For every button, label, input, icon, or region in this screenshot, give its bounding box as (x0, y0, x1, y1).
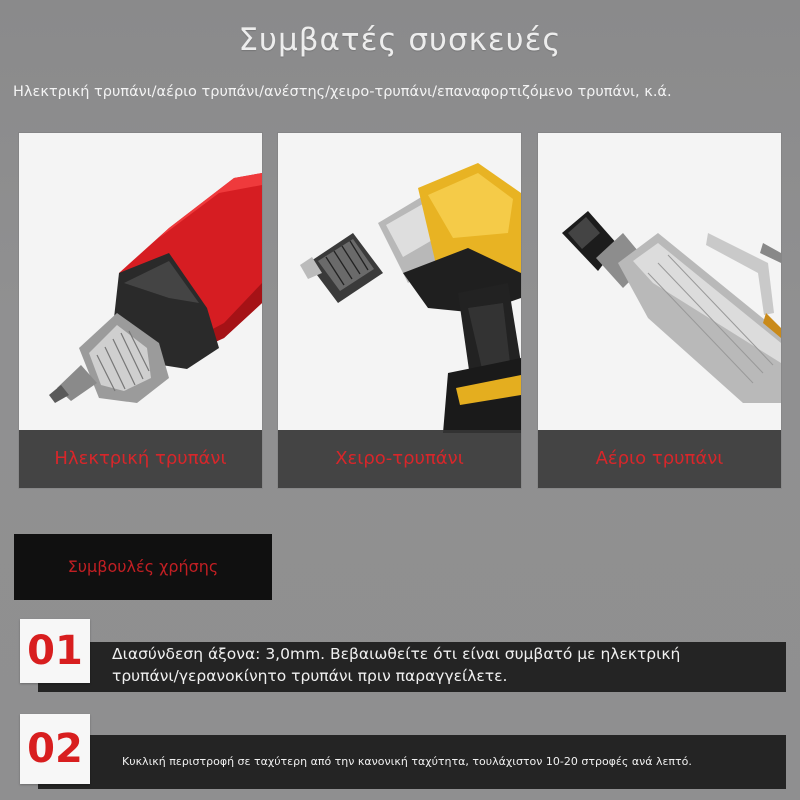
tip-text: Διασύνδεση άξονα: 3,0mm. Βεβαιωθείτε ότι είναι συμβατό με ηλεκτρική τρυπάνι/γερανοκίνητο τρυπάνι πριν παραγγείλετε. (112, 645, 681, 685)
device-label-cordless-drill: Χειρο-τρυπάνι (278, 430, 521, 488)
pneumatic-die-grinder-image (538, 133, 781, 433)
tip-number-badge: 02 (20, 714, 90, 784)
cordless-drill-image (278, 133, 521, 433)
device-label-electric-drill: Ηλεκτρική τρυπάνι (19, 430, 262, 488)
compatible-devices-list: Ηλεκτρική τρυπάνι/αέριο τρυπάνι/ανέστης/χειρο-τρυπάνι/επαναφορτιζόμενο τρυπάνι, κ.ά. (13, 84, 672, 100)
electric-drill-image (19, 133, 262, 433)
page-title: Συμβατές συσκευές (238, 22, 562, 58)
device-card-electric-drill (19, 133, 262, 488)
device-card-cordless-drill (278, 133, 521, 488)
tip-number-badge: 01 (20, 619, 90, 683)
tip-text: Κυκλική περιστροφή σε ταχύτερη από την κανονική ταχύτητα, τουλάχιστον 10-20 στροφές ανά λεπτό. (122, 755, 692, 768)
device-label-air-drill: Αέριο τρυπάνι (538, 430, 781, 488)
usage-tips-heading: Συμβουλές χρήσης (14, 534, 272, 600)
device-card-air-drill (538, 133, 781, 488)
